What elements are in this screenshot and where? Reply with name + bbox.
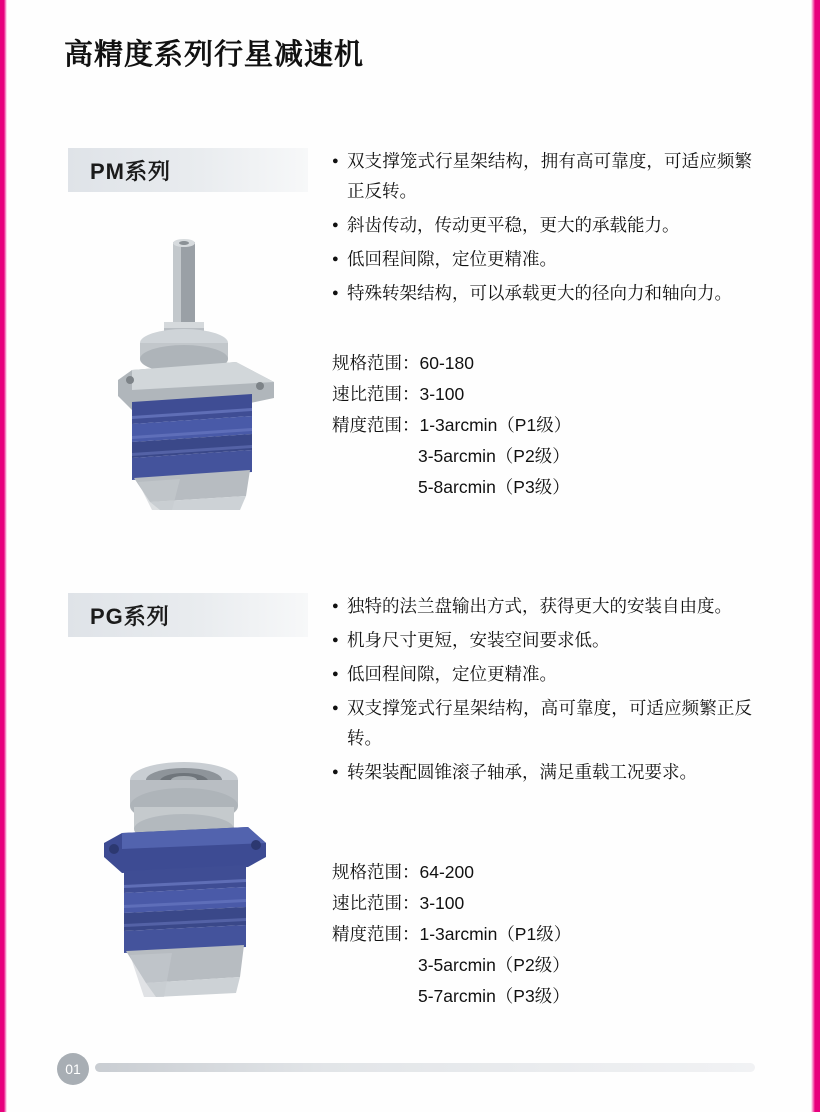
spec-ratio-range: 速比范围：3-100: [332, 384, 465, 404]
list-item: ● 特殊转架结构，可以承载更大的径向力和轴向力。: [332, 278, 752, 308]
pg-spec-list: [332, 857, 752, 1012]
left-edge-accent-bar: [0, 0, 7, 1112]
spec-ratio-range: 速比范围：3-100: [332, 893, 465, 913]
page-footer: [0, 1050, 820, 1090]
pm-feature-list: [332, 146, 752, 312]
spec-size-range: 规格范围：64-200: [332, 862, 474, 882]
list-item: ● 机身尺寸更短，安装空间要求低。: [332, 625, 752, 655]
page-title: 高精度系列行星减速机: [64, 39, 365, 71]
series-badge-pm: [68, 148, 308, 192]
series-badge-pg: [68, 593, 308, 637]
spec-precision-p3: 5-8arcmin（P3级）: [418, 477, 570, 497]
list-item: ● 双支撑笼式行星架结构，拥有高可靠度，可适应频繁正反转。: [332, 146, 752, 206]
series-badge-label: PG系列: [90, 603, 170, 629]
spec-precision-p1: 精度范围：1-3arcmin（P1级）: [332, 924, 572, 944]
series-badge-label: PM系列: [90, 158, 172, 184]
right-edge-accent-bar: [811, 0, 820, 1112]
spec-precision-p2: 3-5arcmin（P2级）: [418, 446, 570, 466]
footer-decorative-bar: [95, 1063, 755, 1072]
spec-precision-p1: 精度范围：1-3arcmin（P1级）: [332, 415, 572, 435]
page-number-badge: 01: [57, 1053, 89, 1085]
list-item: ● 低回程间隙，定位更精准。: [332, 244, 752, 274]
pg-feature-list: [332, 591, 752, 791]
pm-series-gearbox-photo: [60, 210, 310, 510]
spec-precision-p3: 5-7arcmin（P3级）: [418, 986, 570, 1006]
list-item: ● 斜齿传动，传动更平稳，更大的承载能力。: [332, 210, 752, 240]
list-item: ● 独特的法兰盘输出方式，获得更大的安装自由度。: [332, 591, 752, 621]
pm-spec-list: [332, 348, 752, 503]
spec-precision-p2: 3-5arcmin（P2级）: [418, 955, 570, 975]
list-item: ● 双支撑笼式行星架结构，高可靠度，可适应频繁正反转。: [332, 693, 752, 753]
list-item: ● 转架装配圆锥滚子轴承，满足重载工况要求。: [332, 757, 752, 787]
spec-size-range: 规格范围：60-180: [332, 353, 474, 373]
list-item: ● 低回程间隙，定位更精准。: [332, 659, 752, 689]
pg-series-gearbox-photo: [60, 725, 310, 1025]
